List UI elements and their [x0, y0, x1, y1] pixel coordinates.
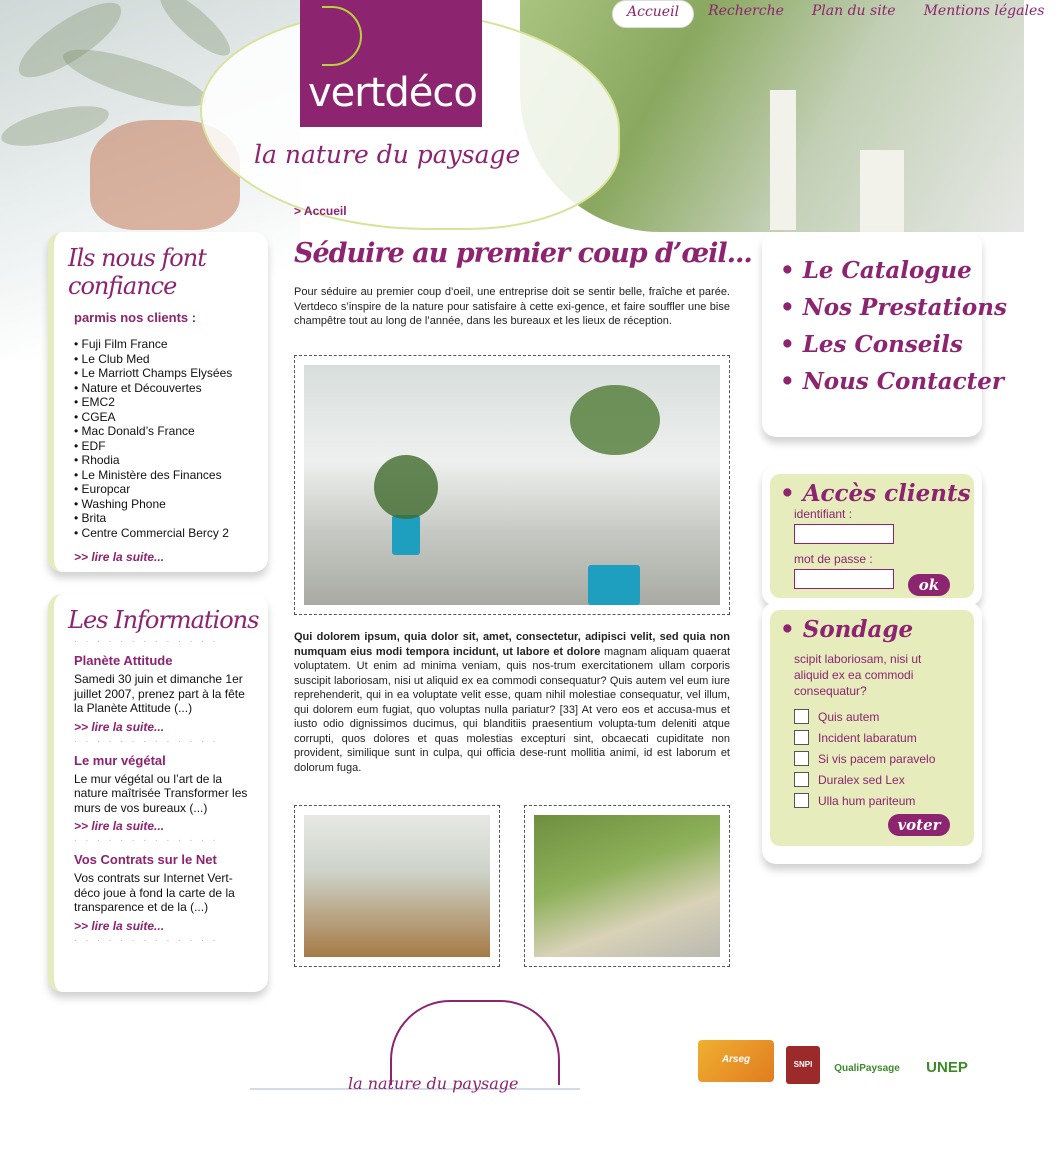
divider: . . . . . . . . . . . . . — [74, 634, 219, 645]
clients-read-more-link[interactable]: >> lire la suite... — [74, 550, 165, 564]
poll-panel — [770, 610, 974, 846]
list-item: • CGEA — [74, 409, 116, 424]
tagline: la nature du paysage — [254, 140, 521, 169]
rooftop-garden-photo[interactable] — [534, 815, 720, 957]
right-nav-prestations[interactable]: • Nos Prestations — [780, 294, 1007, 321]
thumbnail-frame — [294, 805, 500, 967]
page-title: Séduire au premier coup d’œil... — [294, 238, 752, 269]
news-text: Le mur végétal ou l’art de la nature maîtrisée Transformer les murs de vos bureaux (...) — [74, 771, 248, 815]
divider: . . . . . . . . . . . . . — [74, 733, 219, 745]
right-nav-contact[interactable]: • Nous Contacter — [780, 368, 1005, 395]
news-text: Vos contrats sur Internet Vert-déco joue à fond la carte de la transparence et de la (...) — [74, 871, 235, 914]
top-nav — [612, 0, 1045, 28]
password-label: mot de passe : — [794, 552, 873, 566]
clients-title: Ils nous font confiance — [68, 244, 206, 300]
office-lobby-photo — [304, 365, 720, 605]
news-title[interactable]: Le mur végétal — [74, 752, 166, 768]
list-item: • Mac Donald’s France — [74, 424, 195, 438]
checkbox[interactable] — [794, 709, 809, 724]
poll-option[interactable] — [794, 730, 974, 745]
identifier-input[interactable] — [794, 524, 894, 544]
clients-box — [48, 232, 268, 572]
list-item: • Rhodia — [74, 453, 120, 467]
thumbnail-frame — [524, 805, 730, 967]
news-read-more-link[interactable]: >> lire la suite... — [74, 819, 165, 833]
login-title: • Accès clients — [780, 480, 971, 507]
footer-tagline: la nature du paysage — [348, 1074, 519, 1093]
snpi-logo[interactable]: SNPI — [786, 1046, 820, 1084]
list-item: • Brita — [74, 511, 107, 525]
main-photo-frame — [294, 355, 730, 615]
list-item: • Fuji Film France — [74, 337, 168, 351]
right-nav-catalogue[interactable]: • Le Catalogue — [780, 257, 972, 284]
right-nav-box — [762, 232, 1007, 437]
logo-text: vertdéco — [308, 70, 477, 116]
poll-box — [762, 602, 982, 864]
nav-item-recherche[interactable]: Recherche — [708, 3, 784, 19]
news-read-more-link[interactable]: >> lire la suite... — [74, 918, 165, 933]
poll-option-label: Si vis pacem paravelo — [818, 751, 936, 766]
body-text-bold: Qui dolorem ipsum, quia dolor sit, amet, consectetur, adipisci velit, sed quia non numquam eius modi tempora incidunt, ut labore et dolore — [294, 631, 730, 658]
divider: . . . . . . . . . . . . . — [74, 932, 219, 944]
arseg-logo[interactable]: Arseg — [698, 1040, 774, 1082]
nav-item-plan-du-site[interactable]: Plan du site — [811, 3, 896, 19]
checkbox[interactable] — [794, 793, 809, 808]
indoor-trees-photo[interactable] — [304, 815, 490, 957]
login-submit-button[interactable]: ok — [908, 574, 950, 596]
qualipaysage-logo[interactable]: QualiPaysage — [834, 1063, 900, 1074]
poll-option-label: Quis autem — [818, 709, 880, 724]
list-item: • Centre Commercial Bercy 2 — [74, 525, 229, 540]
info-title: Les Informations — [68, 606, 259, 634]
poll-option-label: Incident labaratum — [818, 730, 917, 745]
news-title[interactable]: Vos Contrats sur le Net — [74, 852, 217, 867]
news-title[interactable]: Planète Attitude — [74, 653, 173, 668]
breadcrumb[interactable]: > Accueil — [294, 204, 347, 218]
list-item: • Nature et Découvertes — [74, 380, 202, 395]
checkbox[interactable] — [794, 772, 809, 787]
poll-question: scipit laboriosam, nisi ut aliquid ex ea commodi consequatur? — [794, 652, 922, 698]
list-item: • Le Marriott Champs Elysées — [74, 366, 233, 380]
poll-submit-button[interactable]: voter — [888, 814, 950, 836]
unep-logo[interactable]: UNEP — [926, 1059, 968, 1076]
poll-option-label: Duralex sed Lex — [818, 772, 905, 787]
info-box — [48, 594, 268, 992]
login-panel — [770, 474, 974, 598]
list-item: • Europcar — [74, 482, 131, 496]
list-item: • EDF — [74, 438, 106, 453]
list-item: • Washing Phone — [74, 496, 166, 511]
poll-option[interactable] — [794, 793, 974, 808]
news-text: Samedi 30 juin et dimanche 1er juillet 2007, prenez part à la fête la Planète Attitude (...) — [74, 672, 245, 715]
nav-item-accueil[interactable]: Accueil — [612, 0, 694, 28]
identifier-label: identifiant : — [794, 507, 853, 521]
checkbox[interactable] — [794, 751, 809, 766]
checkbox[interactable] — [794, 730, 809, 745]
right-nav-conseils[interactable]: • Les Conseils — [780, 331, 963, 358]
footer-curve-shape — [390, 1000, 560, 1085]
nav-item-mentions-legales[interactable]: Mentions légales — [923, 3, 1045, 19]
poll-option[interactable] — [794, 772, 974, 787]
divider: . . . . . . . . . . . . . — [74, 833, 219, 844]
poll-option[interactable] — [794, 751, 974, 766]
body-text — [294, 630, 730, 775]
poll-option-label: Ulla hum pariteum — [818, 793, 916, 808]
login-box — [762, 466, 982, 606]
poll-option[interactable] — [794, 709, 974, 724]
list-item: • Le Ministère des Finances — [74, 467, 222, 482]
body-text-rest: magnam aliquam quaerat voluptatem. Ut enim ad minima veniam, quis nos-trum exercitationem ullam corporis suscipit laboriosam, nisi ut aliquid ex ea commodi consequatur? Quis autem vel eum iure reprehenderit, qui in ea voluptate velit esse, quam nihil molestiae consequatur, vel illum, qui dolorem eum fugiat, quo voluptas nulla pariatur? [33] At vero eos et accusa-mus et iusto odio dignissimos ducimus, qui blanditiis praesentium volupta-tum deleniti atque corrupti, quos dolores et quas molestias excepturi sint, obcaecati cupiditate non provident, similique sunt in culpa, qui officia dese-runt mollitia animi, id est laborum et dolorum fuga. — [294, 645, 731, 774]
clients-subtitle: parmis nos clients : — [74, 310, 197, 325]
clients-list — [74, 337, 268, 540]
poll-title: • Sondage — [780, 616, 914, 643]
intro-text: Pour séduire au premier coup d’oeil, une entreprise doit se sentir belle, fraîche et parée. Vertdeco s’inspire de la nature pour satisfaire à cette exi-gence, et faire souffler une bise champêtre tout au long de l’année, dans les bureaux et les lieux de réception. — [294, 286, 730, 327]
list-item: • Le Club Med — [74, 351, 150, 366]
password-input[interactable] — [794, 569, 894, 589]
news-read-more-link[interactable]: >> lire la suite... — [74, 719, 165, 734]
list-item: • EMC2 — [74, 395, 115, 409]
